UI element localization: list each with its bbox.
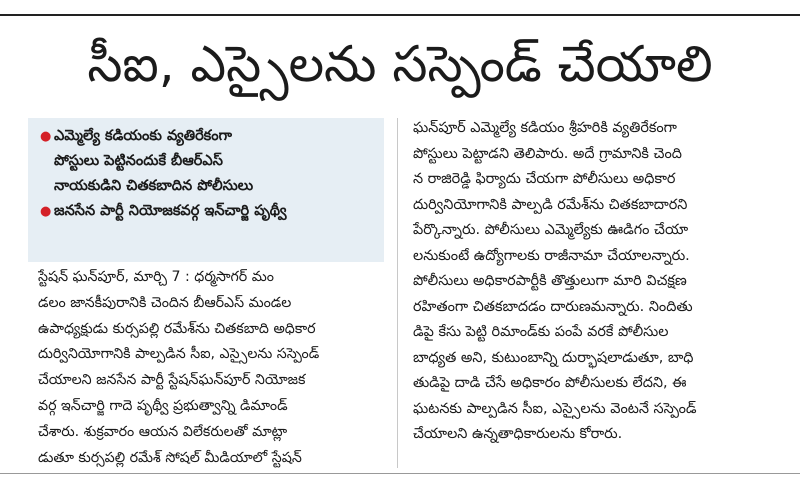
text-line: బాధ్యత అని, కుటుంబాన్ని దుర్భాషలాడుతూ, బాధి [413,349,694,366]
text-line: పేర్కొన్నారు. పోలీసులు ఎమ్మెల్యేకు ఊడిగం చేయా [413,222,689,238]
text-line: డిపై కేసు పెట్టి రిమాండ్‌కు పంపే వరకే పోలీసుల [413,324,669,340]
bottom-divider [0,473,800,474]
text-line: చేశారు. శుక్రవారం ఆయన విలేకరులతో మాట్లా [38,423,288,440]
highlight-line: ఎమ్మెల్యే కడియంకు వ్యతిరేకంగా [54,128,232,144]
text-line: స్టేషన్ ఘన్‌పూర్, మార్చి 7 : ధర్మసాగర్ మం [38,269,274,285]
text-line: లనుకుంటే ఉద్యోగాలకు రాజీనామా చేయాలన్నారు. [413,247,690,264]
highlight-line: జనసేన పార్టీ నియోజకవర్గ ఇన్‌చార్జి పృథ్వీ [54,203,287,219]
right-column-text [413,116,769,448]
cut-off-previous-article-text [0,0,800,12]
highlight-item [40,124,376,199]
text-line: దుర్వినియోగానికి పాల్పడి రమేశ్‌ను చితకబాదారని [413,196,688,213]
text-line: న రాజిరెడ్డి ఫిర్యాదు చేయగా పోలీసులు అధికార [413,171,676,187]
text-line: చేయాలని జనసేన పార్టీ స్టేషన్‌ఘన్‌పూర్ నియోజక [38,372,306,389]
text-line: ఘన్‌పూర్ ఎమ్మెల్యే కడియం శ్రీహరికి వ్యతిరేకంగా [413,120,677,136]
text-line: చేయాలని ఉన్నతాధికారులను కోరారు. [413,426,623,442]
highlight-line: పోస్టులు పెట్టినందుకే బీఆర్ఎస్ [54,153,223,169]
text-line: ఉపాధ్యక్షుడు కుర్సపల్లి రమేశ్‌ను చితకబాది అధికార [38,320,316,337]
cut-off-next-article-text [0,478,800,499]
highlight-item [40,199,376,224]
top-divider [0,14,800,16]
text-line: దుర్వినియోగానికి పాల్పడిన సీఐ, ఎస్సైలను సస్పెండ్ [38,346,320,363]
text-line: డలం జానకీపురానికి చెందిన బీఆర్ఎస్ మండల [38,294,292,311]
headline: సీఐ, ఎస్సైలను సస్పెండ్ చేయాలి [87,35,713,93]
text-line: తుడిపై దాడి చేసే అధికారం పోలీసులకు లేదని, ఈ [413,375,687,391]
bullet-icon: ● [40,129,52,144]
left-column-text [38,265,390,471]
text-line: డుతూ కుర్సపల్లి రమేశ్ సోషల్ మీడియాలో స్టేషన్ [38,449,302,466]
bullet-icon: ● [40,204,52,219]
text-line: పోలీసులు అధికారపార్టీకి తొత్తులుగా మారి విచక్షణ [413,273,687,289]
highlight-line: నాయకుడిని చితకబాదిన పోలీసులు [54,178,254,194]
text-line: ఘటనకు పాల్పడిన సీఐ, ఎస్సైలను వెంటనే సస్పెండ్ [413,400,697,417]
column-divider [397,118,398,468]
text-line: రహితంగా చితకబాదడం దారుణమన్నారు. నిందితు [413,298,693,315]
text-line: వర్గ ఇన్‌చార్జి గాదె పృథ్వీ ప్రభుత్వాన్ని డిమాండ్ [38,397,288,414]
text-line: పోస్టులు పెట్టాడని తెలిపారు. అదే గ్రామానికి చెంది [413,145,682,162]
highlights-box [28,118,384,262]
